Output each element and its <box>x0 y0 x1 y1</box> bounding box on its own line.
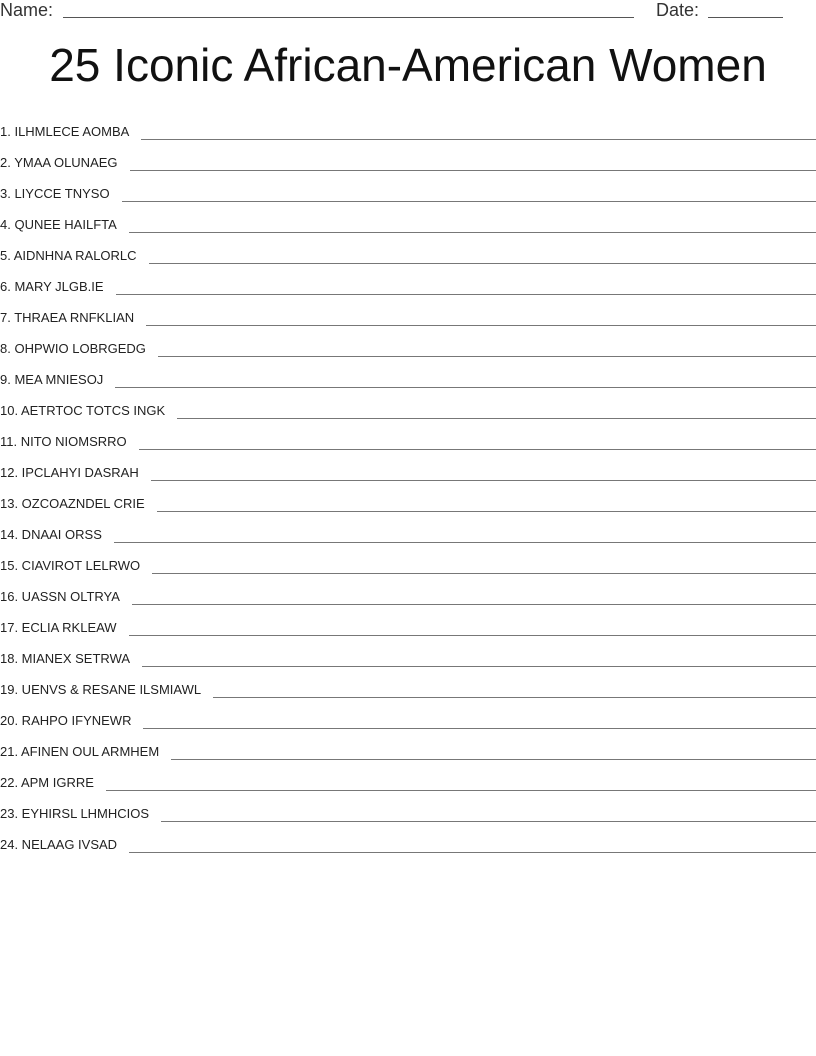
puzzle-row <box>0 143 816 174</box>
answer-line[interactable] <box>157 511 816 512</box>
answer-line[interactable] <box>177 418 816 419</box>
answer-line[interactable] <box>142 666 816 667</box>
puzzle-row <box>0 608 816 639</box>
scrambled-word: 10. AETRTOC TOTCS INGK <box>0 403 166 418</box>
scrambled-word: 20. RAHPO IFYNEWR <box>0 713 132 728</box>
scrambled-word: 23. EYHIRSL LHMHCIOS <box>0 806 150 821</box>
scrambled-word: 17. ECLIA RKLEAW <box>0 620 117 635</box>
answer-line[interactable] <box>152 573 816 574</box>
scrambled-word: 5. AIDNHNA RALORLC <box>0 248 137 263</box>
scrambled-word: 19. UENVS & RESANE ILSMIAWL <box>0 682 202 697</box>
answer-line[interactable] <box>130 170 816 171</box>
answer-line[interactable] <box>132 604 816 605</box>
scrambled-word: 18. MIANEX SETRWA <box>0 651 131 666</box>
puzzle-row <box>0 825 816 856</box>
date-write-line[interactable] <box>708 17 783 18</box>
scrambled-word: 3. LIYCCE TNYSO <box>0 186 110 201</box>
scrambled-word: 6. MARY JLGB.IE <box>0 279 104 294</box>
scrambled-word: 11. NITO NIOMSRRO <box>0 434 127 449</box>
puzzle-row <box>0 763 816 794</box>
scrambled-word: 1. ILHMLECE AOMBA <box>0 124 130 139</box>
puzzle-row <box>0 794 816 825</box>
answer-line[interactable] <box>141 139 816 140</box>
answer-line[interactable] <box>139 449 816 450</box>
answer-line[interactable] <box>122 201 816 202</box>
answer-line[interactable] <box>129 635 816 636</box>
answer-line[interactable] <box>161 821 816 822</box>
header-row <box>0 0 816 24</box>
puzzle-row <box>0 360 816 391</box>
answer-line[interactable] <box>171 759 816 760</box>
page-title: 25 Iconic African-American Women <box>49 39 767 91</box>
puzzle-row <box>0 515 816 546</box>
scrambled-word: 14. DNAAI ORSS <box>0 527 102 542</box>
puzzle-row <box>0 546 816 577</box>
puzzle-row <box>0 453 816 484</box>
answer-line[interactable] <box>146 325 816 326</box>
scrambled-word: 8. OHPWIO LOBRGEDG <box>0 341 146 356</box>
puzzle-row <box>0 112 816 143</box>
answer-line[interactable] <box>106 790 816 791</box>
scrambled-word: 21. AFINEN OUL ARMHEM <box>0 744 160 759</box>
scrambled-word: 24. NELAAG IVSAD <box>0 837 118 852</box>
scramble-list <box>0 112 816 856</box>
puzzle-row <box>0 670 816 701</box>
answer-line[interactable] <box>149 263 816 264</box>
answer-line[interactable] <box>115 387 816 388</box>
scrambled-word: 15. CIAVIROT LELRWO <box>0 558 141 573</box>
puzzle-row <box>0 236 816 267</box>
scrambled-word: 7. THRAEA RNFKLIAN <box>0 310 135 325</box>
puzzle-row <box>0 701 816 732</box>
puzzle-row <box>0 639 816 670</box>
answer-line[interactable] <box>151 480 816 481</box>
name-write-line[interactable] <box>63 17 634 18</box>
puzzle-row <box>0 205 816 236</box>
answer-line[interactable] <box>143 728 816 729</box>
answer-line[interactable] <box>129 232 816 233</box>
scrambled-word: 2. YMAA OLUNAEG <box>0 155 118 170</box>
puzzle-row <box>0 484 816 515</box>
puzzle-row <box>0 422 816 453</box>
name-label: Name: <box>0 0 54 20</box>
scrambled-word: 9. MEA MNIESOJ <box>0 372 104 387</box>
puzzle-row <box>0 174 816 205</box>
answer-line[interactable] <box>213 697 816 698</box>
answer-line[interactable] <box>114 542 816 543</box>
answer-line[interactable] <box>158 356 816 357</box>
puzzle-row <box>0 732 816 763</box>
scrambled-word: 4. QUNEE HAILFTA <box>0 217 117 232</box>
scrambled-word: 12. IPCLAHYI DASRAH <box>0 465 139 480</box>
scrambled-word: 16. UASSN OLTRYA <box>0 589 120 604</box>
puzzle-row <box>0 391 816 422</box>
date-label: Date: <box>656 0 700 20</box>
puzzle-row <box>0 577 816 608</box>
scrambled-word: 22. APM IGRRE <box>0 775 94 790</box>
answer-line[interactable] <box>129 852 816 853</box>
puzzle-row <box>0 298 816 329</box>
scrambled-word: 13. OZCOAZNDEL CRIE <box>0 496 145 511</box>
puzzle-row <box>0 267 816 298</box>
puzzle-row <box>0 329 816 360</box>
answer-line[interactable] <box>116 294 816 295</box>
